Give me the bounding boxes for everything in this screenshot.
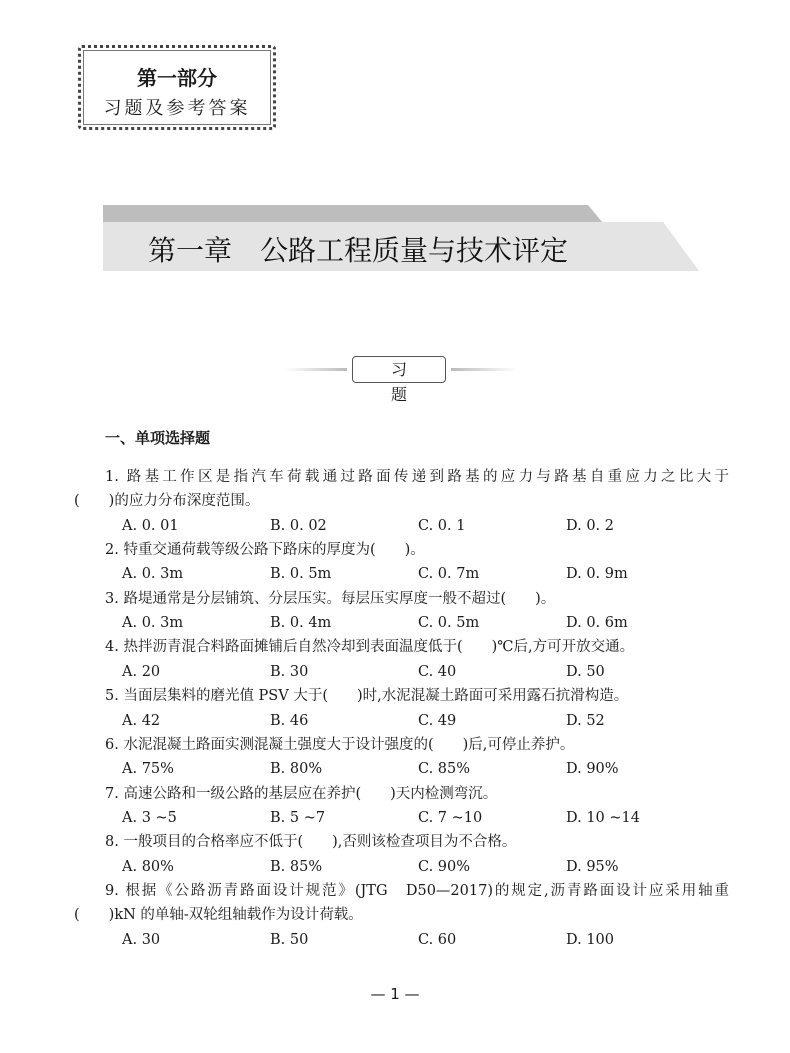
question-5-option-b: B. 46 [270, 712, 309, 729]
question-4-option-d: D. 50 [566, 663, 605, 680]
question-7-option-b: B. 5 ~7 [270, 809, 326, 826]
question-1-option-b: B. 0. 02 [270, 517, 327, 534]
question-3-option-b: B. 0. 4m [270, 615, 332, 632]
question-2-option-a: A. 0. 3m [122, 566, 184, 583]
section-title: 一、单项选择题 [105, 429, 211, 447]
question-9-text: ( )kN 的单轴-双轮组轴载作为设计荷载。 [74, 907, 363, 924]
chapter-title: 第一章 公路工程质量与技术评定 [148, 234, 569, 267]
part-title: 第一部分 [137, 66, 217, 90]
question-4-text: 4. 热拌沥青混合料路面摊铺后自然冷却到表面温度低于( )℃后,方可开放交通。 [105, 639, 635, 656]
question-8-option-a: A. 80% [122, 858, 174, 875]
question-1-option-a: A. 0. 01 [122, 517, 179, 534]
question-6-option-b: B. 80% [270, 761, 323, 778]
question-9-option-c: C. 60 [418, 931, 457, 948]
question-1-option-d: D. 0. 2 [566, 517, 614, 534]
question-8-option-b: B. 85% [270, 858, 323, 875]
question-6-option-a: A. 75% [122, 761, 174, 778]
question-3-text: 3. 路堤通常是分层铺筑、分层压实。每层压实厚度一般不超过( )。 [105, 590, 556, 607]
page-number: — 1 — [370, 985, 420, 1003]
divider-left [285, 368, 347, 371]
question-2-option-b: B. 0. 5m [270, 566, 332, 583]
part-subtitle: 习题及参考答案 [103, 98, 251, 119]
question-5-text: 5. 当面层集料的磨光值 PSV 大于( )时,水泥混凝土路面可采用露石抗滑构造。 [105, 688, 629, 705]
question-5-option-a: A. 42 [122, 712, 161, 729]
question-5-option-c: C. 49 [418, 712, 457, 729]
divider-right [451, 368, 517, 371]
question-6-text: 6. 水泥混凝土路面实测混凝土强度大于设计强度的( )后,可停止养护。 [105, 736, 575, 753]
question-4-option-c: C. 40 [418, 663, 457, 680]
question-7-option-a: A. 3 ~5 [122, 809, 177, 826]
chapter-banner-top-strip [103, 205, 603, 223]
question-8-option-d: D. 95% [566, 858, 619, 875]
question-2-option-d: D. 0. 9m [566, 566, 628, 583]
question-7-option-c: C. 7 ~10 [418, 809, 483, 826]
question-6-option-c: C. 85% [418, 761, 471, 778]
question-2-option-c: C. 0. 7m [418, 566, 480, 583]
part-heading-box [78, 45, 276, 130]
question-3-option-c: C. 0. 5m [418, 615, 480, 632]
question-6-option-d: D. 90% [566, 761, 619, 778]
question-1-text: ( )的应力分布深度范围。 [74, 493, 260, 510]
question-2-text: 2. 特重交通荷载等级公路下路床的厚度为( )。 [105, 542, 425, 559]
question-1-text: 1. 路基工作区是指汽车荷载通过路面传递到路基的应力与路基自重应力之比大于 [105, 469, 729, 485]
question-7-text: 7. 高速公路和一级公路的基层应在养护( )天内检测弯沉。 [105, 785, 498, 802]
exercise-label: 习题 [352, 356, 446, 383]
question-4-option-b: B. 30 [270, 663, 309, 680]
question-3-option-a: A. 0. 3m [122, 615, 184, 632]
question-9-option-a: A. 30 [122, 931, 161, 948]
question-8-text: 8. 一般项目的合格率应不低于( ),否则该检查项目为不合格。 [105, 834, 517, 851]
question-5-option-d: D. 52 [566, 712, 605, 729]
question-3-option-d: D. 0. 6m [566, 615, 628, 632]
question-9-text: 9. 根据《公路沥青路面设计规范》(JTG D50—2017)的规定,沥青路面设计应采用轴重 [105, 882, 729, 899]
question-8-option-c: C. 90% [418, 858, 471, 875]
question-9-option-d: D. 100 [566, 931, 615, 948]
question-9-option-b: B. 50 [270, 931, 309, 948]
question-1-option-c: C. 0. 1 [418, 517, 466, 534]
question-4-option-a: A. 20 [122, 663, 161, 680]
question-7-option-d: D. 10 ~14 [566, 809, 640, 826]
